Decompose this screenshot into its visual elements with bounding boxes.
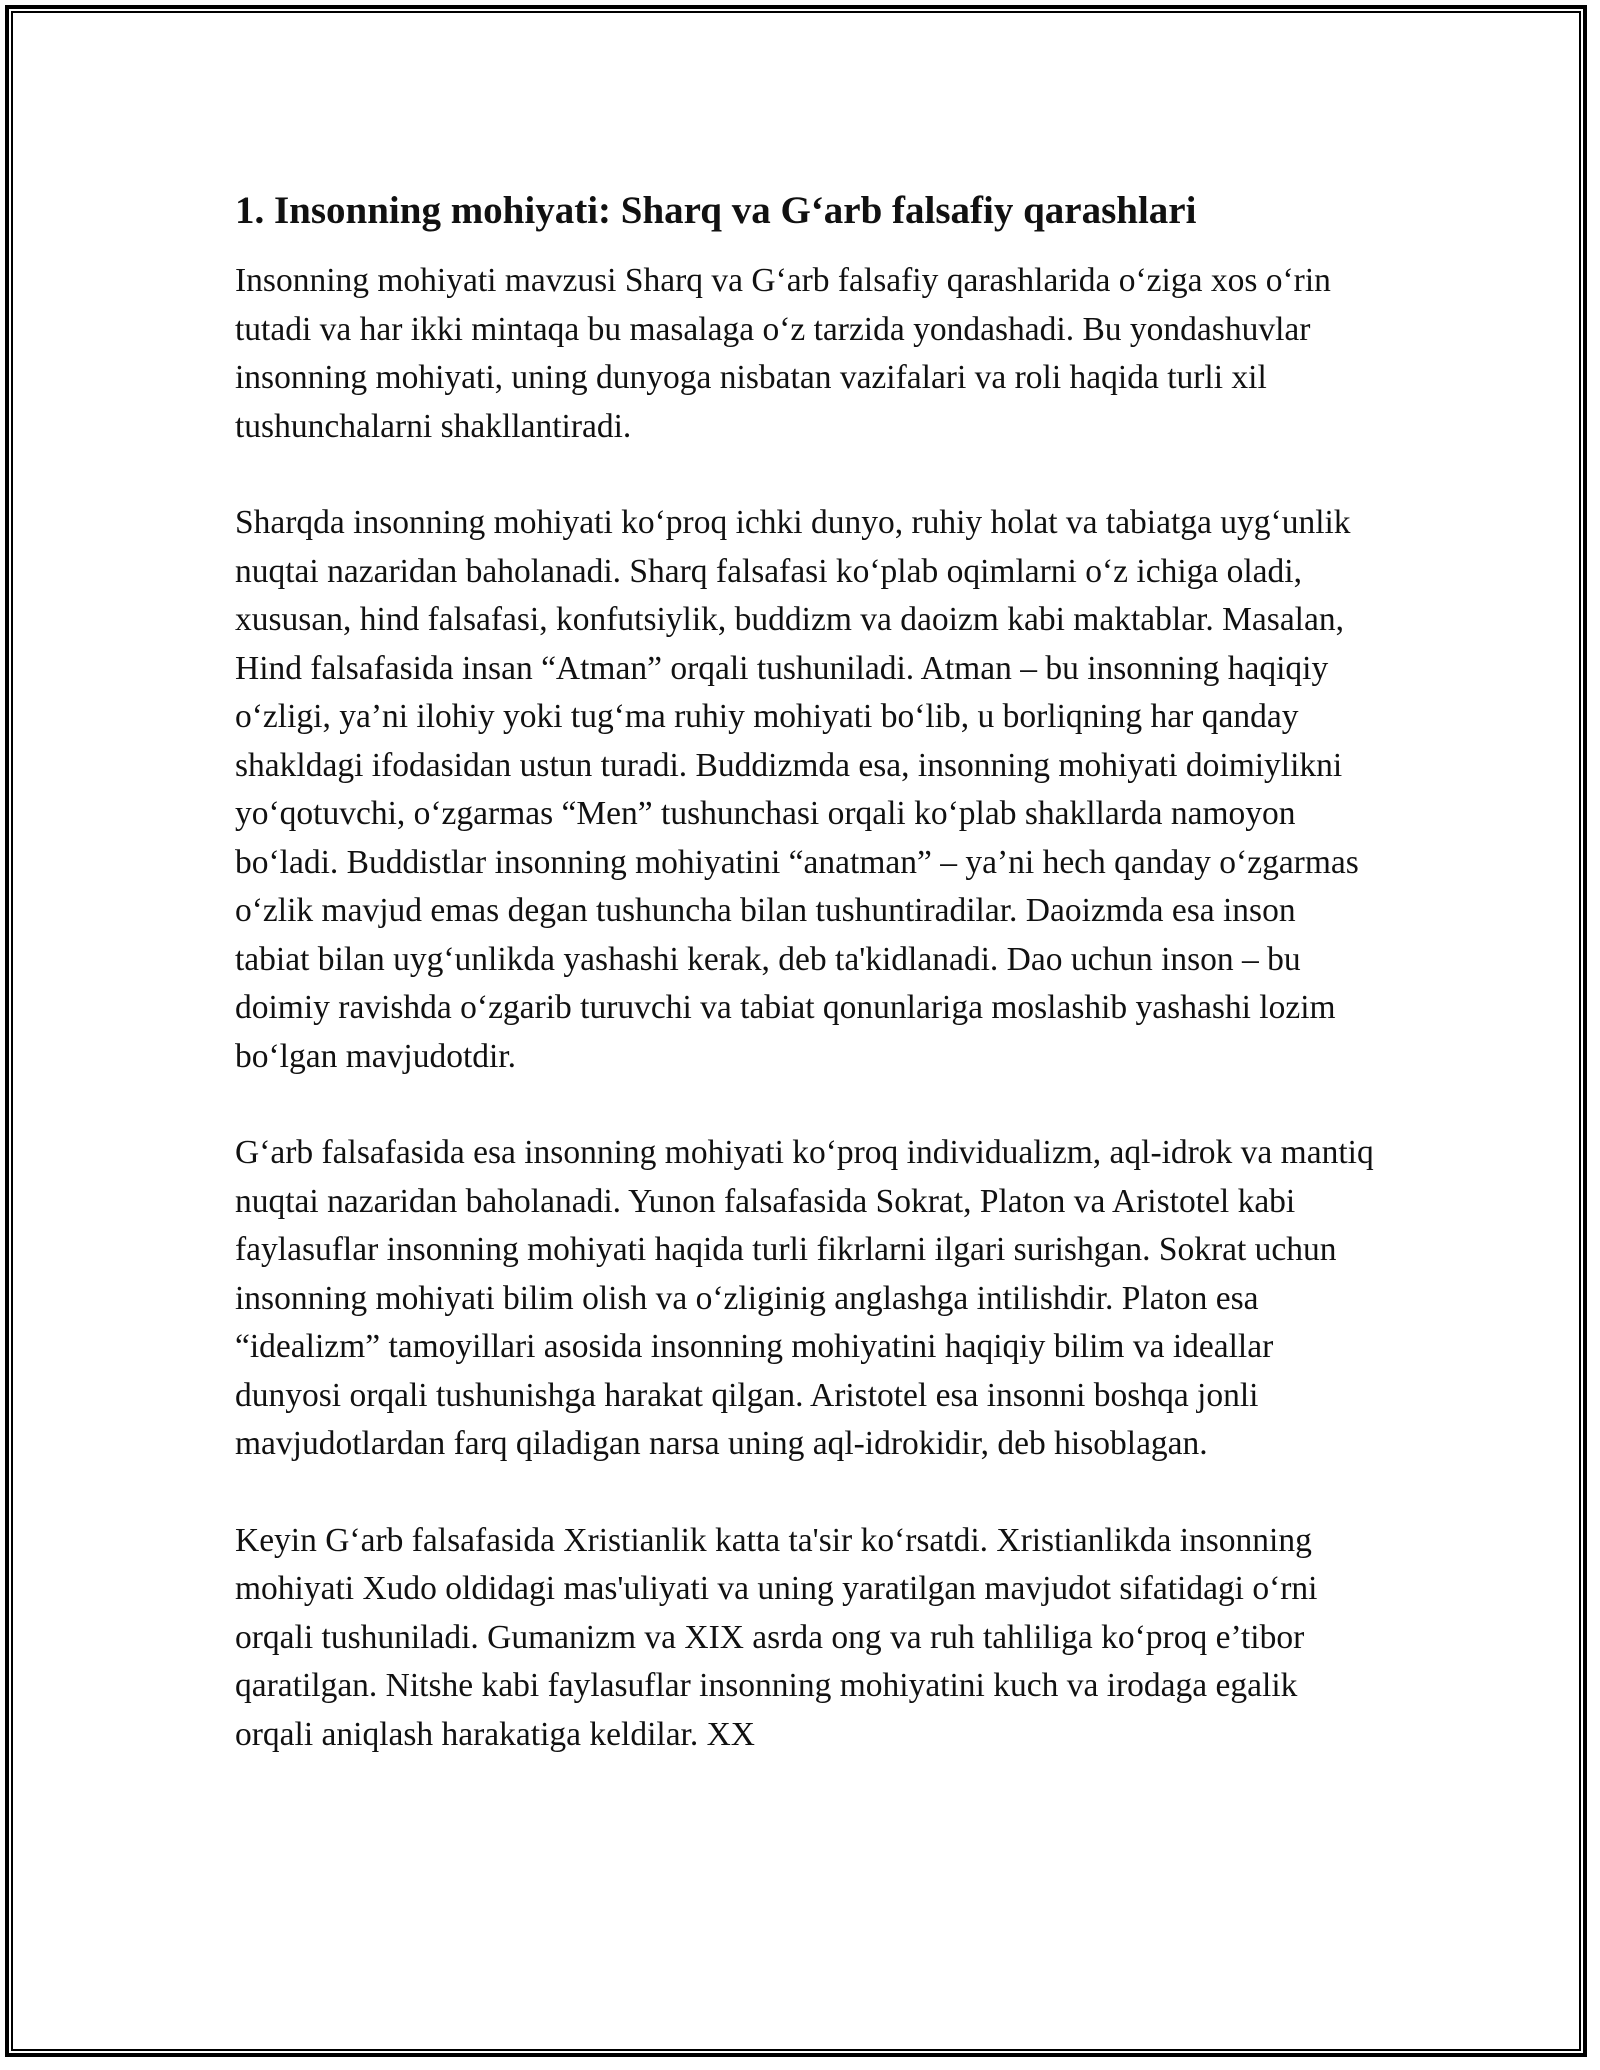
paragraph-west: G‘arb falsafasida esa insonning mohiyati ko‘proq individualizm, aql-idrok va mantiq nuqtai nazaridan baholanadi. Yunon falsafasida Sokrat, Platon va Aristotel kabi faylasuflar insonning mohiyati haqida turli fikrlarni ilgari surishgan. Sokrat uchun insonning mohiyati bilim olish va o‘zliginig anglashga intilishdir. Platon esa “idealizm” tamoyillari asosida insonning mohiyatini haqiqiy bilim va ideallar dunyosi orqali tushunishga harakat qilgan. Aristotel esa insonni boshqa jonli mavjudotlardan farq qiladigan narsa uning aql-idrokidir, deb hisoblagan. bbox=[235, 1134, 1374, 1462]
section-heading: 1. Insonning mohiyati: Sharq va G‘arb falsafiy qarashlari bbox=[235, 189, 1197, 232]
document-body bbox=[235, 185, 1375, 1759]
paragraph-christianity: Keyin G‘arb falsafasida Xristianlik katta ta'sir ko‘rsatdi. Xristianlikda insonning mohiyati Xudo oldidagi mas'uliyati va uning yaratilgan mavjudot sifatidagi o‘rni orqali tushuniladi. Gumanizm va XIX asrda ong va ruh tahliliga ko‘proq e’tibor qaratilgan. Nitshe kabi faylasuflar insonning mohiyatini kuch va irodaga egalik orqali aniqlash harakatiga keldilar. XX bbox=[235, 1521, 1318, 1753]
paragraph-east: Sharqda insonning mohiyati ko‘proq ichki dunyo, ruhiy holat va tabiatga uyg‘unlik nuqtai nazaridan baholanadi. Sharq falsafasi ko‘plab oqimlarni o‘z ichiga oladi, xususan, hind falsafasi, konfutsiylik, buddizm va daoizm kabi maktablar. Masalan, Hind falsafasida insan “Atman” orqali tushuniladi. Atman – bu insonning haqiqiy o‘zligi, ya’ni ilohiy yoki tug‘ma ruhiy mohiyati bo‘lib, u borliqning har qanday shakldagi ifodasidan ustun turadi. Buddizmda esa, insonning mohiyati doimiylikni yo‘qotuvchi, o‘zgarmas “Men” tushunchasi orqali ko‘plab shakllarda namoyon bo‘ladi. Buddistlar insonning mohiyatini “anatman” – ya’ni hech qanday o‘zgarmas o‘zlik mavjud emas degan tushuncha bilan tushuntiradilar. Daoizmda esa inson tabiat bilan uyg‘unlikda yashashi kerak, deb ta'kidlanadi. Dao uchun inson – bu doimiy ravishda o‘zgarib turuvchi va tabiat qonunlariga moslashib yashashi lozim bo‘lgan mavjudotdir. bbox=[235, 504, 1359, 1075]
paragraph-intro: Insonning mohiyati mavzusi Sharq va G‘arb falsafiy qarashlarida o‘ziga xos o‘rin tutadi va har ikki mintaqa bu masalaga o‘z tarzida yondashadi. Bu yondashuvlar insonning mohiyati, uning dunyoga nisbatan vazifalari va roli haqida turli xil tushunchalarni shakllantiradi. bbox=[235, 262, 1331, 445]
